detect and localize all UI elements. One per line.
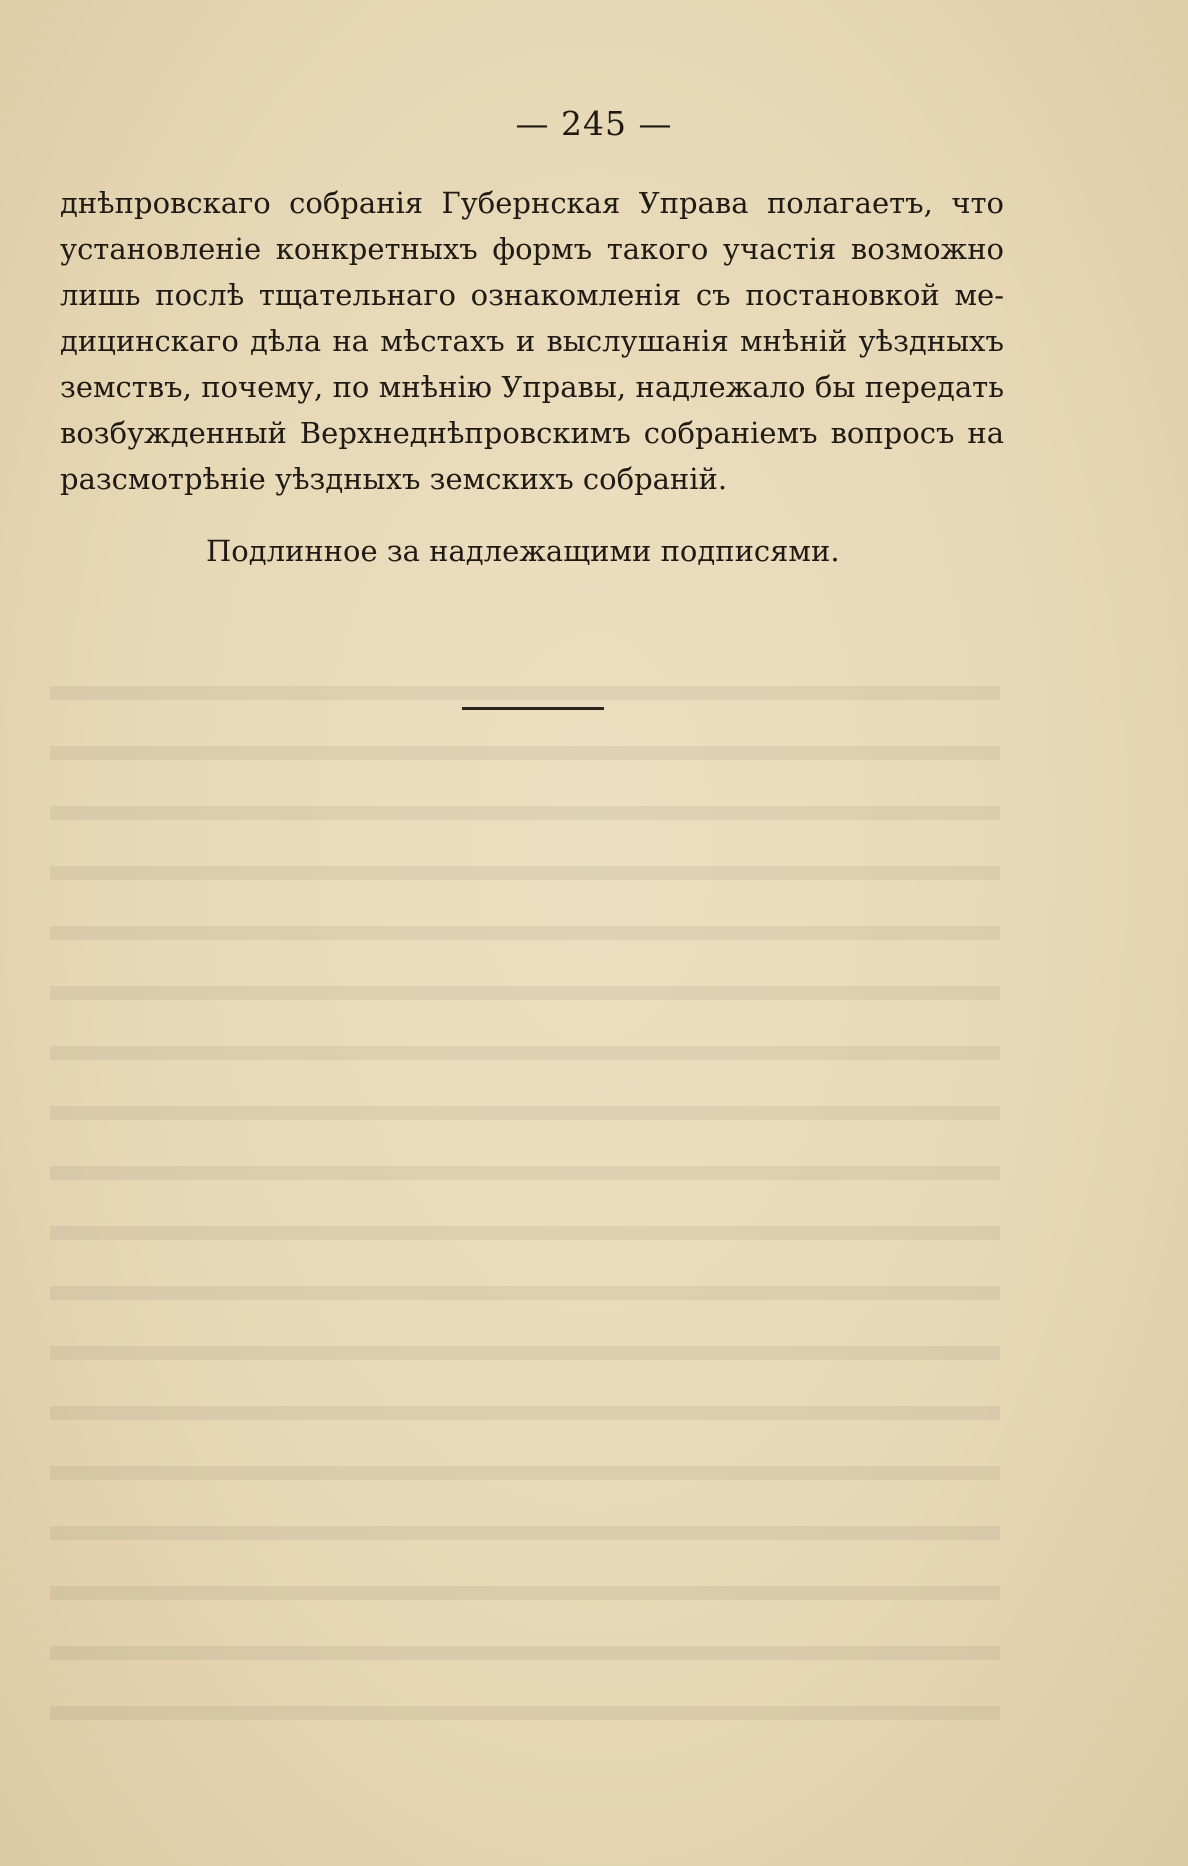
signature-note: Подлинное за надлежащими подписями. [206,534,840,568]
page-number: — 245 — [515,104,673,143]
text-line: разсмотрѣніе уѣздныхъ земскихъ собраній. [60,462,728,496]
show-through-texture [50,640,1000,1640]
text-line: установленіе конкретныхъ формъ такого участія возможно [60,232,1004,266]
text-line: дицинскаго дѣла на мѣстахъ и выслушанія мнѣній уѣздныхъ [60,324,1004,358]
separator-rule [462,707,604,710]
text-line: днѣпровскаго собранія Губернская Управа полагаетъ, что [60,186,1004,220]
text-line: возбужденный Верхнеднѣпровскимъ собраніемъ вопросъ на [60,416,1004,450]
text-line: лишь послѣ тщательнаго ознакомленія съ постановкой ме- [60,278,1004,312]
paragraph [60,180,1004,502]
text-line: земствъ, почему, по мнѣнію Управы, надлежало бы передать [60,370,1004,404]
